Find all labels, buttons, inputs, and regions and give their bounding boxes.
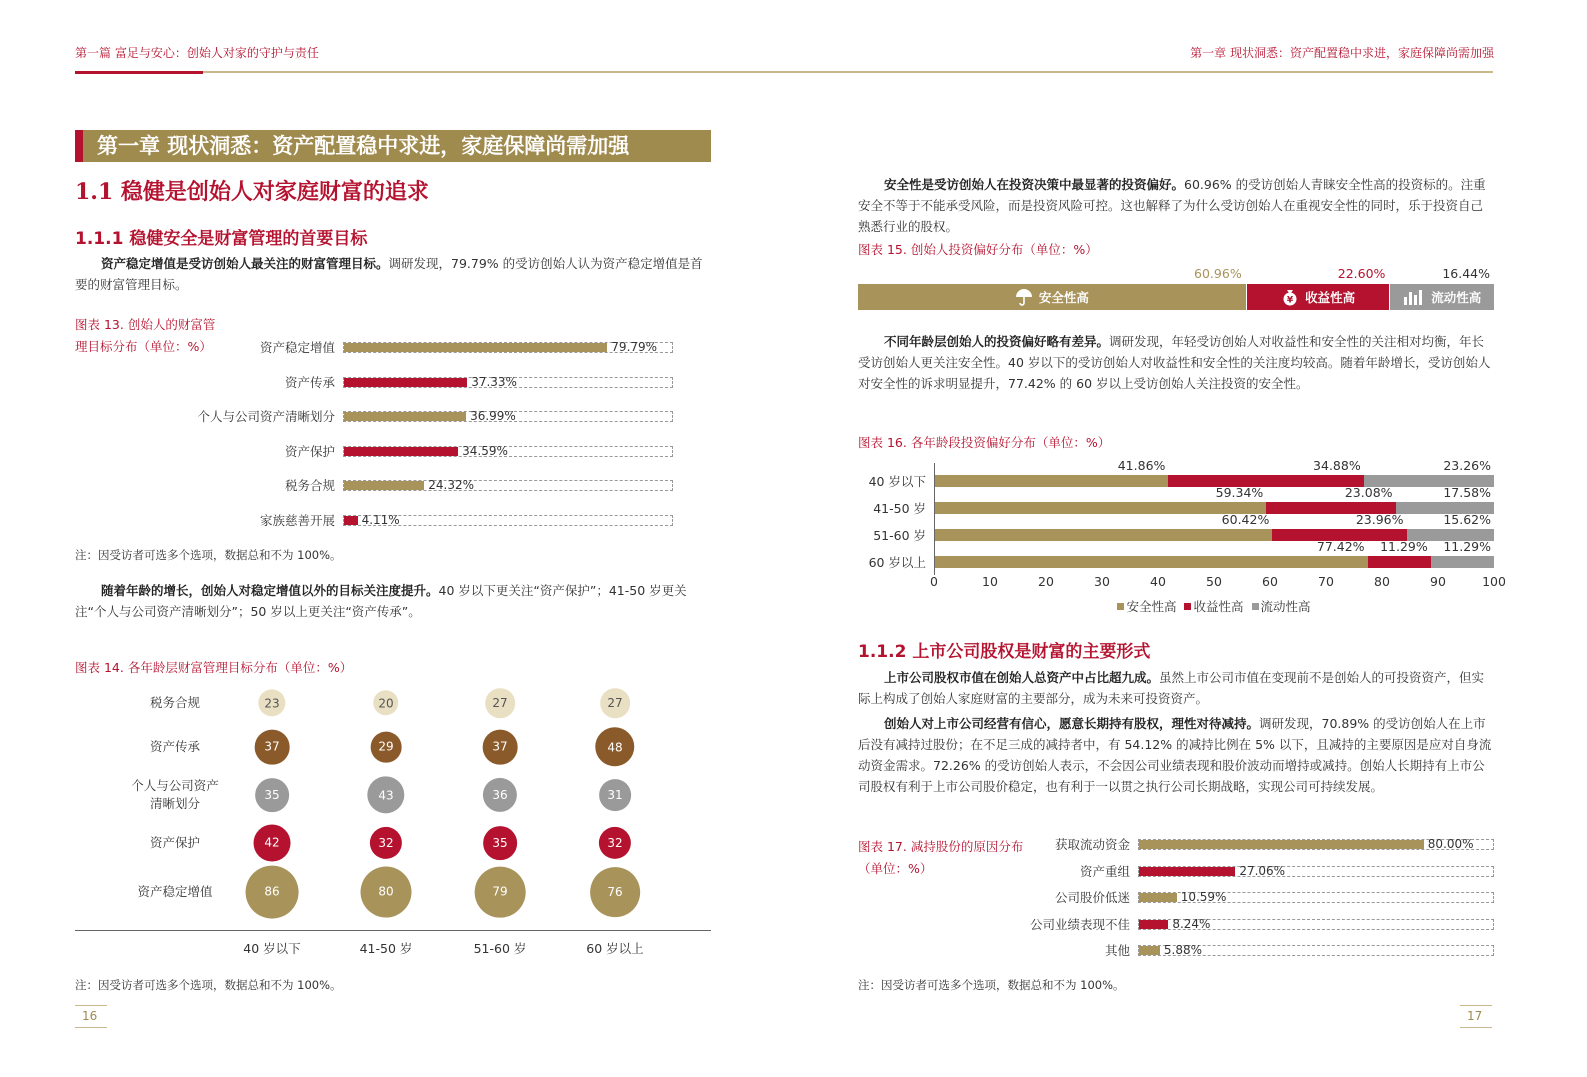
bar <box>344 447 458 456</box>
section-1-1-title: 1.1 稳健是创始人对家庭财富的追求 <box>75 179 429 205</box>
bubble: 35 <box>255 778 289 812</box>
bar-label: 税务合规 <box>284 478 335 493</box>
legend-swatch <box>1117 603 1124 610</box>
note-1: 注：因受访者可选多个选项，数据总和不为 100%。 <box>75 548 342 562</box>
x-tick-label: 100 <box>1482 574 1506 589</box>
fig16-caption: 图表 16. 各年龄段投资偏好分布（单位：%） <box>858 435 1111 450</box>
paragraph-5-lead: 上市公司股权市值在创始人总资产中占比超九成。 <box>884 670 1160 685</box>
money-bag-icon <box>1281 288 1299 306</box>
bubble: 42 <box>254 825 291 862</box>
paragraph-2-body: 40 岁以下更关注“资产保护”；41-50 岁更关注“个人与公司资产清晰划分”；50 岁以上更关注“资产传承”。 <box>75 583 687 619</box>
bar-segment <box>1246 284 1390 310</box>
paragraph-5 <box>858 667 1494 709</box>
row-label <box>115 694 235 712</box>
x-tick-label: 90 <box>1430 574 1446 589</box>
bar-label: 其他 <box>1104 943 1130 958</box>
bar-value-label: 37.33% <box>471 374 517 389</box>
bar <box>344 516 358 525</box>
bar-track <box>343 411 673 422</box>
paragraph-1-lead: 资产稳定增值是受访创始人最关注的财富管理目标。 <box>101 256 389 271</box>
paragraph-2 <box>75 580 711 622</box>
page-rule-left-top <box>75 1005 107 1006</box>
page-number-right: 17 <box>1467 1009 1483 1023</box>
bar-value-label: 34.88% <box>1313 458 1361 473</box>
bar-track <box>343 342 673 353</box>
bar-value-label: 23.26% <box>1443 458 1491 473</box>
bar-value-label: 41.86% <box>1117 458 1166 473</box>
fig14-caption: 图表 14. 各年龄层财富管理目标分布（单位：%） <box>75 660 353 675</box>
x-tick-label: 30 <box>1094 574 1110 589</box>
x-tick-label: 60 <box>1262 574 1278 589</box>
bar-value-label: 36.99% <box>470 409 516 423</box>
x-tick-label: 40 岁以下 <box>243 941 301 956</box>
x-axis-line <box>75 930 711 931</box>
bubble: 32 <box>599 827 631 859</box>
bubble: 29 <box>371 732 402 763</box>
bar <box>344 378 467 387</box>
note-3: 注：因受访者可选多个选项，数据总和不为 100%。 <box>858 978 1125 992</box>
row-label-line: 资产稳定增值 <box>137 884 213 899</box>
row-label-line: 税务合规 <box>149 695 200 710</box>
bar-label: 资产重组 <box>1079 863 1130 879</box>
bar <box>344 412 466 421</box>
page-rule-right-bottom <box>1460 1027 1492 1028</box>
y-tick-label: 51-60 岁 <box>873 528 926 543</box>
bar-label: 家族慈善开展 <box>259 512 335 528</box>
bubble: 27 <box>485 688 515 718</box>
page-number-left: 16 <box>82 1009 98 1023</box>
fig16-chart <box>858 455 1506 620</box>
bubble: 20 <box>373 690 398 715</box>
bubble: 35 <box>483 826 517 860</box>
bar-value-label: 23.96% <box>1355 512 1404 527</box>
row-label-line: 清晰划分 <box>149 796 200 811</box>
x-tick-label: 41-50 岁 <box>359 941 413 956</box>
bubble: 36 <box>483 778 517 812</box>
row-label <box>115 777 235 813</box>
paragraph-2-lead: 随着年龄的增长，创始人对稳定增值以外的目标关注度提升。 <box>101 583 439 598</box>
header-right: 第一章 现状洞悉：资产配置稳中求进，家庭保障尚需加强 <box>1190 46 1494 60</box>
bar-track <box>1138 916 1494 931</box>
bar-segment-label: 安全性高 <box>1038 290 1089 305</box>
header-left: 第一篇 富足与安心：创始人对家的守护与责任 <box>75 46 319 60</box>
x-tick-label: 40 <box>1150 574 1166 589</box>
section-1-1-2-title: 1.1.2 上市公司股权是财富的主要形式 <box>858 642 1151 662</box>
bar-value-label: 11.29% <box>1443 539 1491 554</box>
bar-segment <box>1431 556 1494 568</box>
bar-value-label: 60.42% <box>1221 512 1270 527</box>
legend-item <box>1184 597 1243 615</box>
bar-track <box>343 512 673 527</box>
bubble: 76 <box>590 867 640 917</box>
fig17-caption-line1: 图表 17. 减持股份的原因分布 <box>858 839 1024 854</box>
bar <box>1139 920 1168 929</box>
paragraph-4 <box>858 331 1494 394</box>
row-label-line: 个人与公司资产 <box>131 778 219 793</box>
fig13-caption-line1: 图表 13. 创始人的财富管 <box>75 317 216 332</box>
y-tick-label: 60 岁以上 <box>868 555 926 570</box>
bar-track <box>1138 892 1494 903</box>
bar-chart-icon <box>1403 288 1425 306</box>
bubble: 32 <box>370 827 402 859</box>
bar <box>344 481 424 490</box>
bar-value-label: 60.96% <box>1194 266 1242 281</box>
legend-label: 流动性高 <box>1260 599 1311 614</box>
x-tick-label: 51-60 岁 <box>473 941 527 956</box>
row-label-line: 资产保护 <box>149 835 200 850</box>
bar-value-label: 77.42% <box>1316 539 1365 554</box>
legend-item <box>1252 597 1311 615</box>
bar-segment <box>858 284 1246 310</box>
x-tick-label: 60 岁以上 <box>586 941 644 956</box>
bubble: 48 <box>595 727 634 766</box>
paragraph-1 <box>75 253 711 295</box>
row-label-line: 资产传承 <box>149 739 200 754</box>
legend <box>934 597 1494 615</box>
paragraph-3-lead: 安全性是受访创始人在投资决策中最显著的投资偏好。 <box>884 177 1185 192</box>
bar-segment <box>934 556 1368 568</box>
chapter-banner <box>75 130 711 162</box>
bubble: 86 <box>246 866 299 919</box>
bar-value-label: 17.58% <box>1443 485 1491 500</box>
legend-label: 安全性高 <box>1126 599 1177 614</box>
bar-value-label: 15.62% <box>1443 512 1491 527</box>
paragraph-6-body: 调研发现，70.89% 的受访创始人在上市后没有减持过股份；在不足三成的减持者中，有 54.12% 的减持比例在 5% 以下，且减持的主要原因是应对自身流动资金需求。72.26% 的受访创始人表示，不会因公司业绩表现和股价波动而增持或减持。创始人长期持有上市公司股权有利于上市公司股价稳定，也有利于一以贯之执行公司长期战略，实现公司可持续发展。 <box>858 716 1492 794</box>
bar-segment <box>1389 284 1494 310</box>
bar-value-label: 80.00% <box>1427 837 1474 851</box>
bar-value-label: 34.59% <box>462 443 508 458</box>
fig14-chart <box>75 680 711 965</box>
page-rule-right-top <box>1460 1005 1492 1006</box>
legend-label: 收益性高 <box>1193 599 1244 614</box>
bubble: 80 <box>361 867 412 918</box>
bar-label: 获取流动资金 <box>1054 837 1130 852</box>
bar-segment-label: 收益性高 <box>1305 290 1356 305</box>
bar <box>1139 946 1160 955</box>
bar-value-label: 8.24% <box>1172 916 1211 931</box>
paragraph-3 <box>858 174 1494 237</box>
bar <box>1139 867 1235 876</box>
bar-track <box>343 443 673 458</box>
fig15-chart <box>858 262 1494 312</box>
y-tick-label: 41-50 岁 <box>873 501 926 516</box>
legend-swatch <box>1184 603 1191 610</box>
svg-text:¥: ¥ <box>1286 295 1294 306</box>
y-axis-line <box>934 463 935 575</box>
bar <box>344 343 607 352</box>
bubble: 43 <box>367 776 404 813</box>
fig13-caption-line2: 理目标分布（单位：%） <box>75 339 212 354</box>
fig17-chart <box>858 832 1494 967</box>
bar-segment-label: 流动性高 <box>1431 290 1482 305</box>
x-tick-label: 50 <box>1206 574 1222 589</box>
bar-value-label: 22.60% <box>1337 266 1386 281</box>
page-rule-left-bottom <box>75 1027 107 1028</box>
y-tick-label: 40 岁以下 <box>868 474 926 489</box>
legend-swatch <box>1252 603 1259 610</box>
fig17-caption-line2: （单位：%） <box>858 861 933 876</box>
bar-label: 公司业绩表现不佳 <box>1029 916 1130 932</box>
bar-track <box>1138 945 1494 956</box>
x-tick-label: 20 <box>1038 574 1054 589</box>
bar-value-label: 79.79% <box>611 340 658 354</box>
bar-value-label: 24.32% <box>428 478 475 492</box>
row-label <box>115 738 235 756</box>
paragraph-6-lead: 创始人对上市公司经营有信心，愿意长期持有股权，理性对待减持。 <box>884 716 1260 731</box>
paragraph-3-body: 60.96% 的受访创始人青睐安全性高的投资标的。注重安全不等于不能承受风险，而是投资风险可控。这也解释了为什么受访创始人在重视安全性的同时，乐于投资自己熟悉行业的股权。 <box>858 177 1486 234</box>
bar-value-label: 4.11% <box>361 512 400 527</box>
bubble: 37 <box>255 730 290 765</box>
bar-track <box>1138 839 1494 850</box>
bar-segment <box>1368 556 1431 568</box>
bar-track <box>343 480 673 491</box>
row-label <box>115 883 235 901</box>
paragraph-5-body: 虽然上市公司市值在变现前不是创始人的可投资资产，但实际上构成了创始人家庭财富的主要部分，成为未来可投资资产。 <box>858 670 1485 706</box>
header-accent-left <box>75 71 203 74</box>
paragraph-1-body: 调研发现，79.79% 的受访创始人认为资产稳定增值是首要的财富管理目标。 <box>75 256 703 292</box>
x-tick-label: 70 <box>1318 574 1334 589</box>
bar-value-label: 5.88% <box>1163 943 1203 957</box>
x-tick-label: 80 <box>1374 574 1390 589</box>
bar-value-label: 27.06% <box>1239 863 1286 878</box>
x-tick-label: 0 <box>930 574 938 589</box>
section-1-1-1-title: 1.1.1 稳健安全是财富管理的首要目标 <box>75 229 368 249</box>
bar-value-label: 11.29% <box>1380 539 1428 554</box>
chapter-title: 第一章 现状洞悉：资产配置稳中求进，家庭保障尚需加强 <box>97 133 630 158</box>
x-tick-label: 10 <box>982 574 998 589</box>
bubble: 79 <box>475 867 526 918</box>
umbrella-icon <box>1015 288 1033 306</box>
bar-value-label: 16.44% <box>1442 266 1490 281</box>
bar <box>1139 893 1177 902</box>
bar-label: 资产保护 <box>284 443 335 459</box>
bubble: 23 <box>258 689 285 716</box>
bar-label: 公司股价低迷 <box>1054 890 1130 905</box>
bar-label: 资产传承 <box>284 374 335 390</box>
note-2: 注：因受访者可选多个选项，数据总和不为 100%。 <box>75 978 342 992</box>
fig13-chart <box>75 330 711 530</box>
header-rule <box>75 71 1493 73</box>
bar-value-label: 10.59% <box>1180 890 1227 904</box>
bar-track <box>343 374 673 389</box>
paragraph-4-body: 调研发现，年轻受访创始人对收益性和安全性的关注相对均衡，年长受访创始人更关注安全性。40 岁以下的受访创始人对收益性和安全性的关注度均较高。随着年龄增长，受访创始人对安全性的诉求明显提升，77.42% 的 60 岁以上受访创始人关注投资的安全性。 <box>858 334 1491 391</box>
paragraph-4-lead: 不同年龄层创始人的投资偏好略有差异。 <box>884 334 1110 349</box>
paragraph-6 <box>858 713 1494 797</box>
bubble: 27 <box>600 688 630 718</box>
bar-label: 个人与公司资产清晰划分 <box>197 409 335 424</box>
bar-value-label: 59.34% <box>1215 485 1264 500</box>
fig15-caption: 图表 15. 创始人投资偏好分布（单位：%） <box>858 242 1098 257</box>
bar-track <box>1138 863 1494 878</box>
bubble: 37 <box>483 730 518 765</box>
bubble: 31 <box>599 779 631 811</box>
bar <box>1139 840 1424 849</box>
bar-label: 资产稳定增值 <box>259 340 335 355</box>
legend-item <box>1117 597 1176 615</box>
row-label <box>115 834 235 852</box>
bar-value-label: 23.08% <box>1344 485 1393 500</box>
